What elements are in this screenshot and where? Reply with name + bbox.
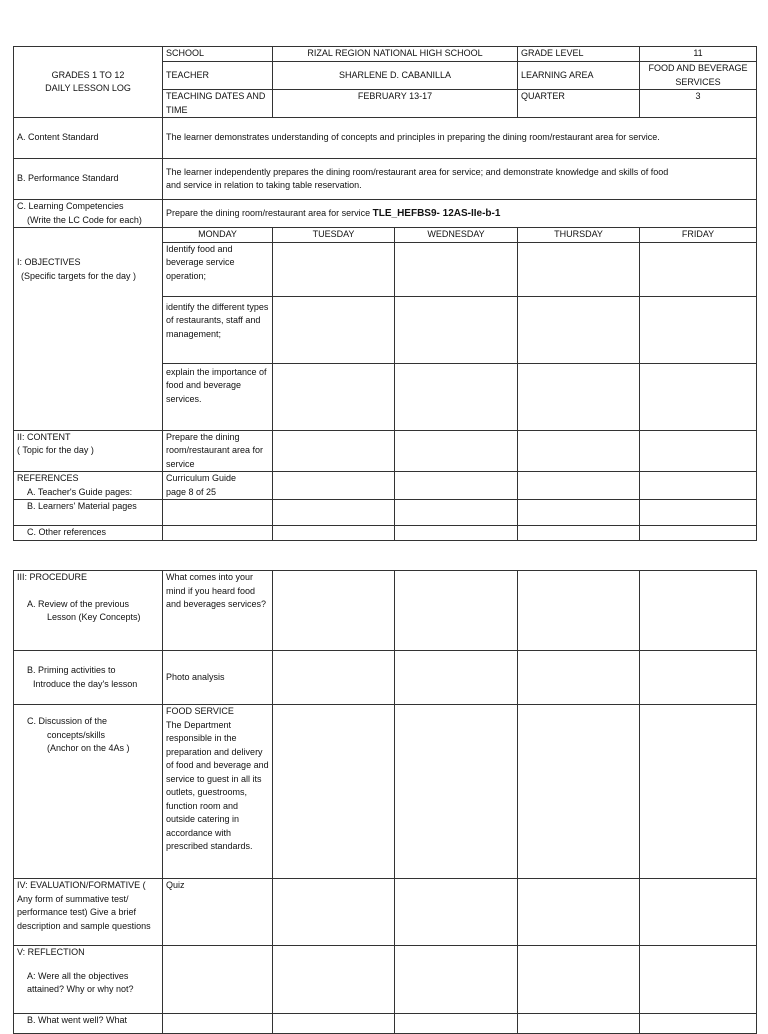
log-title: GRADES 1 TO 12 DAILY LESSON LOG <box>14 47 163 118</box>
thursday-cell <box>518 430 640 472</box>
competencies-label: C. Learning Competencies (Write the LC Code for each) <box>14 200 163 228</box>
quarter-label: QUARTER <box>518 90 640 118</box>
tuesday-cell <box>273 879 395 946</box>
lesson-log-table-2 <box>13 570 757 1034</box>
friday-cell <box>640 472 757 500</box>
school-value: RIZAL REGION NATIONAL HIGH SCHOOL <box>273 47 518 62</box>
thursday-cell <box>518 363 640 430</box>
tuesday-cell <box>273 571 395 651</box>
wednesday-cell <box>395 363 518 430</box>
wednesday-cell <box>395 879 518 946</box>
tuesday-cell <box>273 472 395 500</box>
procedure-c-value: FOOD SERVICE The Department responsible in the preparation and delivery of food and beverage and service to guest in all its outlets, guestrooms, function room and outside catering in accordance with prescribed standards. <box>163 705 273 879</box>
thursday-cell <box>518 242 640 296</box>
tuesday-cell <box>273 242 395 296</box>
evaluation-value: Quiz <box>163 879 273 946</box>
competencies-code: TLE_HEFBS9- 12AS-IIe-b-1 <box>372 207 501 219</box>
reflection-label: V: REFLECTION A: Were all the objectives attained? Why or why not? <box>14 946 163 1014</box>
dates-label: TEACHING DATES AND TIME <box>163 90 273 118</box>
friday-cell <box>640 879 757 946</box>
friday-cell <box>640 526 757 541</box>
procedure-a-label: III: PROCEDURE A. Review of the previous Lesson (Key Concepts) <box>14 571 163 651</box>
day-friday: FRIDAY <box>640 228 757 243</box>
references-a-value: Curriculum Guide page 8 of 25 <box>163 472 273 500</box>
lesson-log-table-1 <box>13 46 757 541</box>
day-thursday: THURSDAY <box>518 228 640 243</box>
thursday-cell <box>518 946 640 1014</box>
references-b-value <box>163 500 273 526</box>
day-wednesday: WEDNESDAY <box>395 228 518 243</box>
tuesday-cell <box>273 363 395 430</box>
references-label: REFERENCES A. Teacher's Guide pages: <box>14 472 163 500</box>
tuesday-cell <box>273 430 395 472</box>
thursday-cell <box>518 571 640 651</box>
reflection-b-label: B. What went well? What <box>14 1014 163 1034</box>
evaluation-label: IV: EVALUATION/FORMATIVE ( Any form of summative test/ performance test) Give a brief description and sample questions <box>14 879 163 946</box>
content-value: Prepare the dining room/restaurant area for service <box>163 430 273 472</box>
wednesday-cell <box>395 946 518 1014</box>
friday-cell <box>640 242 757 296</box>
thursday-cell <box>518 705 640 879</box>
tuesday-cell <box>273 946 395 1014</box>
day-tuesday: TUESDAY <box>273 228 395 243</box>
performance-standard-label: B. Performance Standard <box>14 159 163 200</box>
friday-cell <box>640 430 757 472</box>
dates-value: FEBRUARY 13-17 <box>273 90 518 118</box>
wednesday-cell <box>395 430 518 472</box>
quarter-value: 3 <box>640 90 757 118</box>
content-label: II: CONTENT ( Topic for the day ) <box>14 430 163 472</box>
school-label: SCHOOL <box>163 47 273 62</box>
wednesday-cell <box>395 526 518 541</box>
procedure-b-value: Photo analysis <box>163 651 273 705</box>
friday-cell <box>640 500 757 526</box>
wednesday-cell <box>395 571 518 651</box>
friday-cell <box>640 571 757 651</box>
friday-cell <box>640 363 757 430</box>
wednesday-cell <box>395 651 518 705</box>
grade-level-value: 11 <box>640 47 757 62</box>
thursday-cell <box>518 879 640 946</box>
references-b-label: B. Learners' Material pages <box>14 500 163 526</box>
procedure-c-label: C. Discussion of the concepts/skills (Anchor on the 4As ) <box>14 705 163 879</box>
thursday-cell <box>518 472 640 500</box>
procedure-b-label: B. Priming activities to Introduce the day's lesson <box>14 651 163 705</box>
objective-item: explain the importance of food and beverage services. <box>163 363 273 430</box>
content-standard-label: A. Content Standard <box>14 118 163 159</box>
teacher-label: TEACHER <box>163 62 273 90</box>
learning-area-value: FOOD AND BEVERAGE SERVICES <box>640 62 757 90</box>
references-c-value <box>163 526 273 541</box>
tuesday-cell <box>273 705 395 879</box>
friday-cell <box>640 705 757 879</box>
thursday-cell <box>518 651 640 705</box>
teacher-value: SHARLENE D. CABANILLA <box>273 62 518 90</box>
day-monday: MONDAY <box>163 228 273 243</box>
competencies-value: Prepare the dining room/restaurant area for service TLE_HEFBS9- 12AS-IIe-b-1 <box>163 200 757 228</box>
objective-item: identify the different types of restaurants, staff and management; <box>163 296 273 363</box>
wednesday-cell <box>395 500 518 526</box>
wednesday-cell <box>395 472 518 500</box>
thursday-cell <box>518 500 640 526</box>
tuesday-cell <box>273 526 395 541</box>
friday-cell <box>640 946 757 1014</box>
wednesday-cell <box>395 705 518 879</box>
wednesday-cell <box>395 296 518 363</box>
objectives-label: I: OBJECTIVES (Specific targets for the day ) <box>14 228 163 431</box>
tuesday-cell <box>273 651 395 705</box>
thursday-cell <box>518 296 640 363</box>
learning-area-label: LEARNING AREA <box>518 62 640 90</box>
performance-standard-value: The learner independently prepares the dining room/restaurant area for service; and demonstrate knowledge and skills of food and service in relation to taking table reservation. <box>163 159 757 200</box>
content-standard-value: The learner demonstrates understanding of concepts and principles in preparing the dining room/restaurant area for service. <box>163 118 757 159</box>
friday-cell <box>640 296 757 363</box>
tuesday-cell <box>273 500 395 526</box>
procedure-a-value: What comes into your mind if you heard food and beverages services? <box>163 571 273 651</box>
thursday-cell <box>518 526 640 541</box>
friday-cell <box>640 651 757 705</box>
wednesday-cell <box>395 242 518 296</box>
references-c-label: C. Other references <box>14 526 163 541</box>
tuesday-cell <box>273 296 395 363</box>
grade-level-label: GRADE LEVEL <box>518 47 640 62</box>
objective-item: Identify food and beverage service operation; <box>163 242 273 296</box>
reflection-value <box>163 946 273 1014</box>
